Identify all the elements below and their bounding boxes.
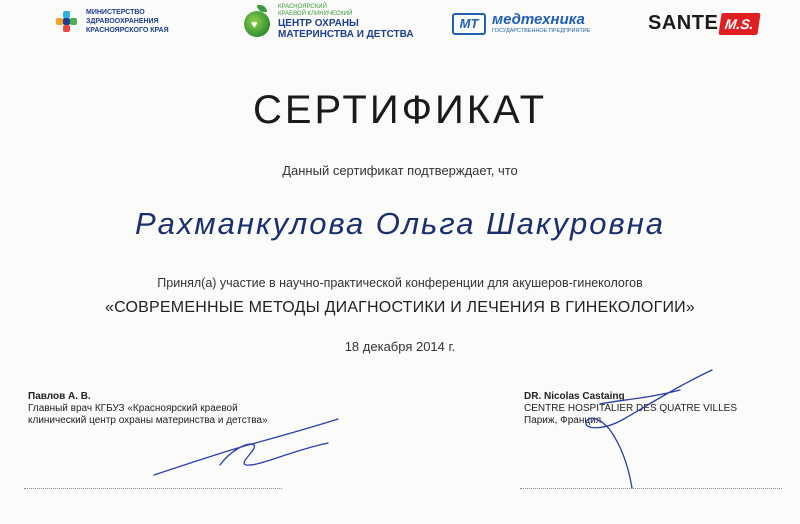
- ministry-name: [86, 8, 169, 35]
- confirm-text: Данный сертификат подтверждает, что: [282, 163, 518, 178]
- right-signatory-line-2: Париж, Франция: [524, 415, 602, 426]
- medtech-name: [492, 12, 590, 35]
- conference-title: «СОВРЕМЕННЫЕ МЕТОДЫ ДИАГНОСТИКИ И ЛЕЧЕНИЯ В ГИНЕКОЛОГИИ»: [105, 299, 695, 316]
- center-small-line-1: КРАСНОЯРСКИЙ: [278, 4, 327, 10]
- left-signature-icon: [150, 405, 350, 495]
- left-signatory-line-1: Главный врач КГБУЗ «Красноярский краевой: [28, 403, 238, 414]
- certificate-title: СЕРТИФИКАТ: [252, 88, 548, 132]
- center-name: [278, 4, 414, 40]
- sante-logo: [648, 12, 759, 35]
- left-signatory-line-2: клинический центр охраны материнства и детства»: [28, 415, 268, 426]
- medtech-title: медтехника: [492, 11, 585, 28]
- left-signature-line: [24, 488, 282, 489]
- center-big-line-1: ЦЕНТР ОХРАНЫ: [278, 18, 359, 29]
- ministry-line-1: МИНИСТЕРСТВО: [86, 9, 145, 16]
- recipient-name: Рахманкулова Ольга Шакуровна: [134, 206, 666, 241]
- sante-ms-badge: M.S.: [719, 13, 761, 35]
- left-signatory-name: Павлов А. В.: [28, 391, 91, 402]
- ministry-line-3: КРАСНОЯРСКОГО КРАЯ: [86, 27, 169, 34]
- ministry-line-2: ЗДРАВООХРАНЕНИЯ: [86, 18, 159, 25]
- ministry-logo: [56, 8, 169, 35]
- right-signatory-line-1: CENTRE HOSPITALIER DES QUATRE VILLES: [524, 403, 738, 414]
- medtech-mark-icon: MT: [452, 13, 486, 35]
- ministry-emblem-icon: [56, 11, 78, 33]
- right-signature-icon: [560, 364, 720, 494]
- apple-heart-icon: ♥: [242, 5, 272, 39]
- center-logo: [242, 4, 414, 40]
- sante-word: SANTE: [648, 12, 719, 34]
- right-signatory-name: DR. Nicolas Castaing: [524, 391, 625, 402]
- right-signature-line: [520, 488, 782, 489]
- center-small-line-2: КРАЕВОЙ КЛИНИЧЕСКИЙ: [278, 11, 353, 17]
- participation-text: Принял(а) участие в научно-практической конференции для акушеров-гинекологов: [157, 276, 643, 290]
- medtech-subtitle: ГОСУДАРСТВЕННОЕ ПРЕДПРИЯТИЕ: [492, 28, 591, 34]
- center-big-line-2: МАТЕРИНСТВА И ДЕТСТВА: [278, 29, 414, 40]
- certificate-date: 18 декабря 2014 г.: [344, 339, 456, 354]
- medtech-logo: [452, 12, 590, 35]
